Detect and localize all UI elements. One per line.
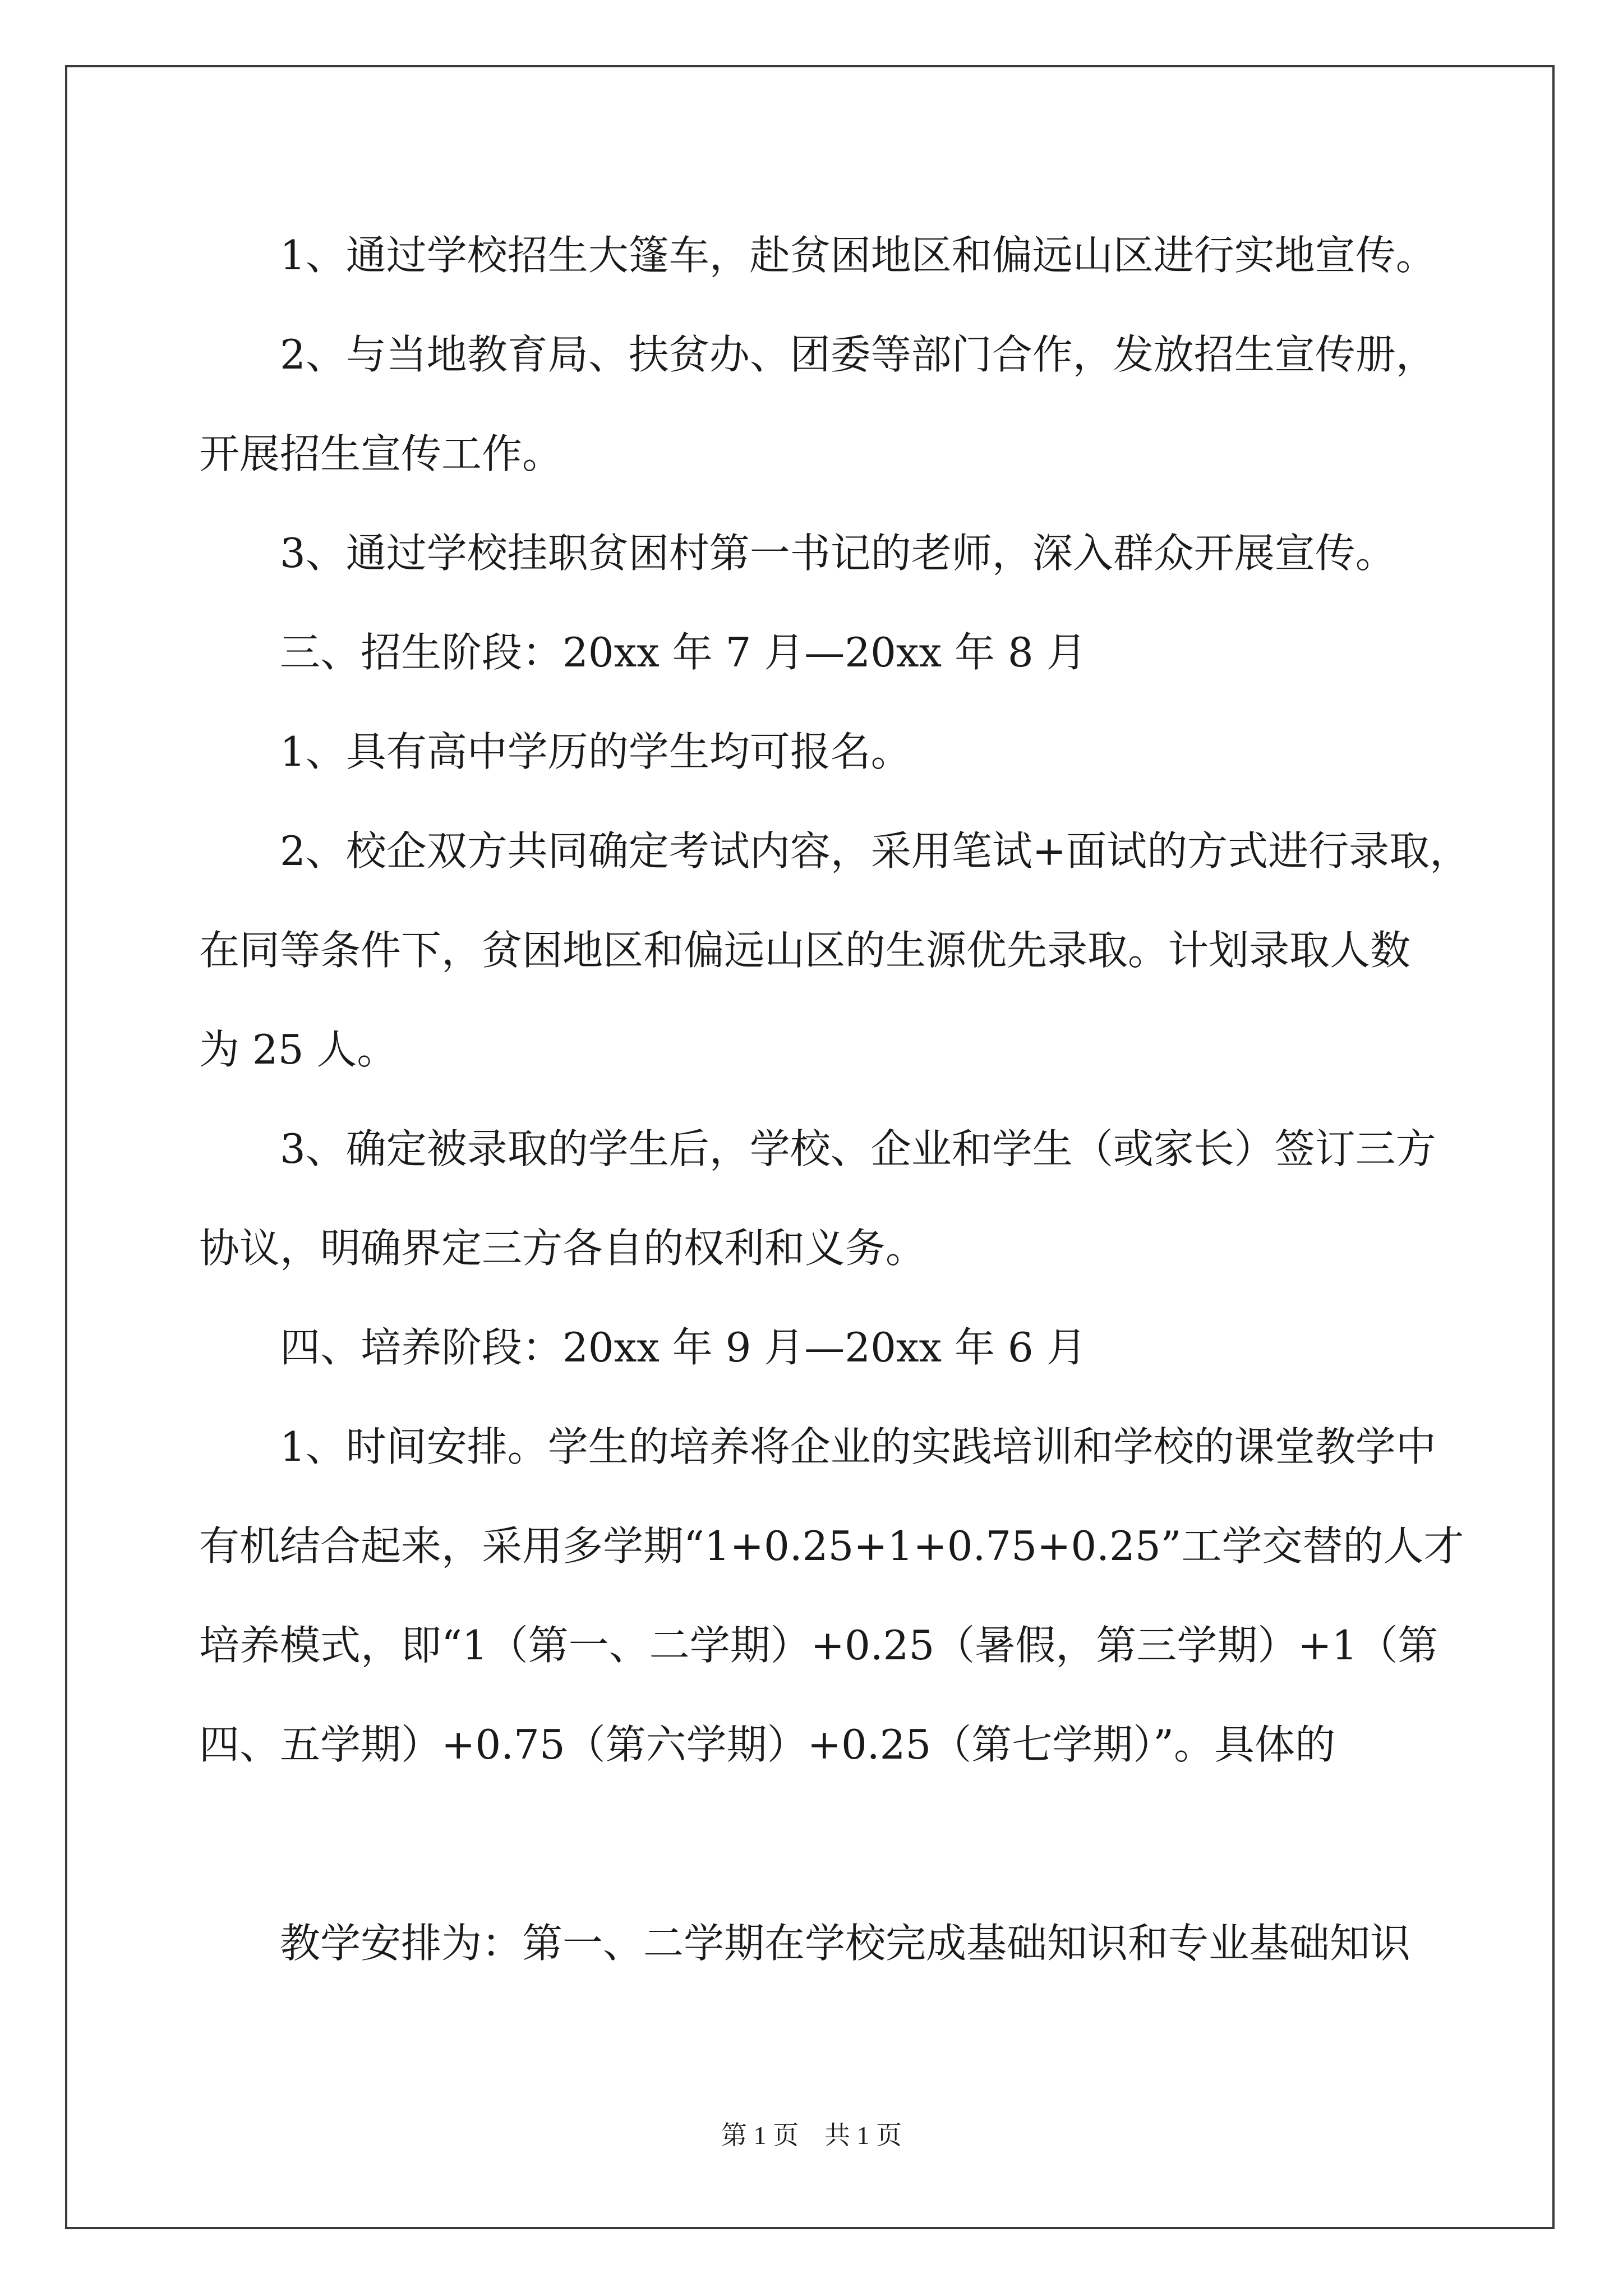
paragraph-line: 开展招生宣传工作。 [199, 430, 563, 477]
paragraph-line: 3、通过学校挂职贫困村第一书记的老师，深入群众开展宣传。 [280, 530, 1396, 577]
paragraph-line: 为 25 人。 [199, 1026, 398, 1073]
paragraph-line: 1、具有高中学历的学生均可报名。 [280, 728, 911, 775]
paragraph-line: 1、时间安排。学生的培养将企业的实践培训和学校的课堂教学中 [280, 1423, 1436, 1470]
paragraph-line: 协议，明确界定三方各自的权利和义务。 [199, 1225, 926, 1272]
page-footer: 第 1 页 共 1 页 [721, 2121, 902, 2150]
paragraph-line: 三、招生阶段：20xx 年 7 月—20xx 年 8 月 [280, 629, 1087, 676]
paragraph-line: 2、与当地教育局、扶贫办、团委等部门合作，发放招生宣传册， [280, 331, 1436, 378]
paragraph-line: 四、培养阶段：20xx 年 9 月—20xx 年 6 月 [280, 1324, 1087, 1371]
paragraph-line: 1、通过学校招生大篷车，赴贫困地区和偏远山区进行实地宣传。 [280, 232, 1436, 279]
document-body [199, 206, 1470, 1993]
blank-line [199, 1795, 1433, 1894]
paragraph-line: 培养模式，即“1（第一、二学期）+0.25（暑假，第三学期）+1（第 [199, 1622, 1438, 1669]
paragraph-line: 2、校企双方共同确定考试内容，采用笔试+面试的方式进行录取， [280, 827, 1470, 875]
paragraph-line: 教学安排为：第一、二学期在学校完成基础知识和专业基础知识 [280, 1920, 1411, 1967]
paragraph-line: 四、五学期）+0.75（第六学期）+0.25（第七学期）”。具体的 [199, 1721, 1336, 1768]
paragraph-line: 有机结合起来，采用多学期“1+0.25+1+0.75+0.25”工学交替的人才 [199, 1522, 1464, 1570]
paragraph-line: 在同等条件下，贫困地区和偏远山区的生源优先录取。计划录取人数 [199, 927, 1411, 974]
paragraph-line: 3、确定被录取的学生后，学校、企业和学生（或家长）签订三方 [280, 1125, 1436, 1172]
